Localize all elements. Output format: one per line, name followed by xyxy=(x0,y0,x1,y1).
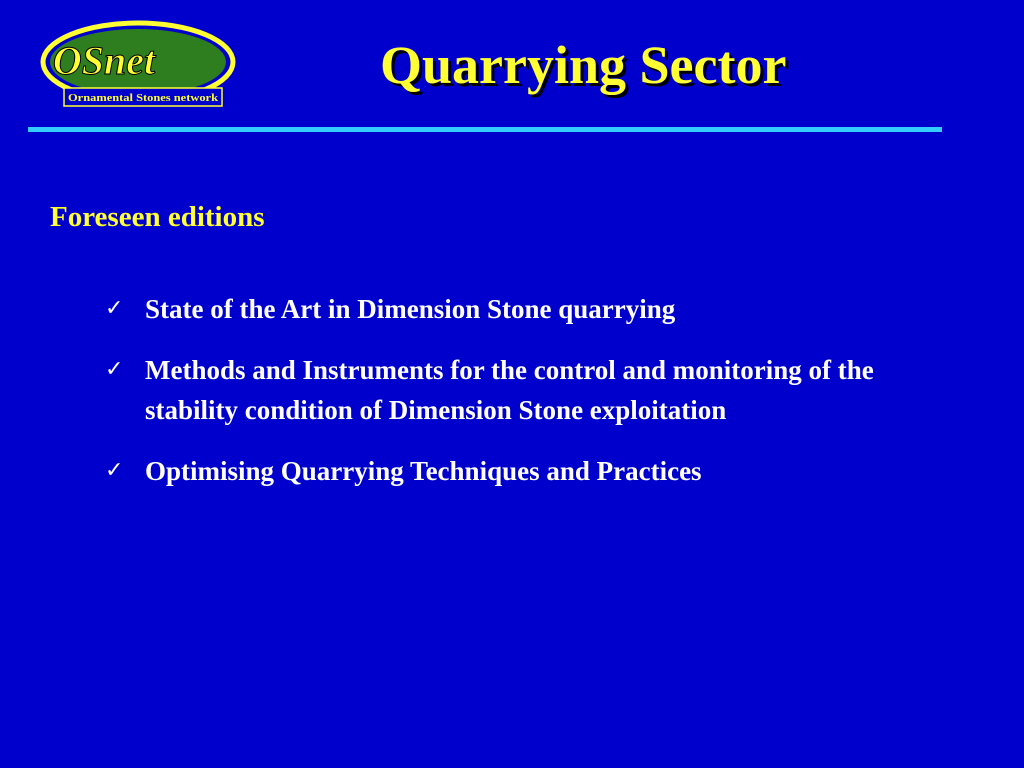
slide-title: Quarrying Sector xyxy=(380,35,787,95)
logo-wordmark: OSnet xyxy=(52,38,156,83)
osnet-logo xyxy=(40,18,242,112)
bullet-item xyxy=(105,451,905,491)
bullet-item xyxy=(105,350,905,430)
bullet-text: Methods and Instruments for the control and monitoring of the stability condition of Dimension Stone exploitation xyxy=(145,355,874,425)
osnet-logo-graphic xyxy=(40,18,242,112)
section-heading: Foreseen editions xyxy=(50,201,265,233)
bullet-text: Optimising Quarrying Techniques and Practices xyxy=(145,456,702,486)
check-icon: ✓ xyxy=(105,458,124,483)
bullet-text: State of the Art in Dimension Stone quarrying xyxy=(145,294,676,324)
check-icon: ✓ xyxy=(105,357,124,382)
bullet-item xyxy=(105,289,905,329)
title-divider xyxy=(28,127,942,132)
bullet-list xyxy=(105,289,905,512)
check-icon: ✓ xyxy=(105,296,124,321)
logo-tagline: Ornamental Stones network xyxy=(68,92,219,104)
